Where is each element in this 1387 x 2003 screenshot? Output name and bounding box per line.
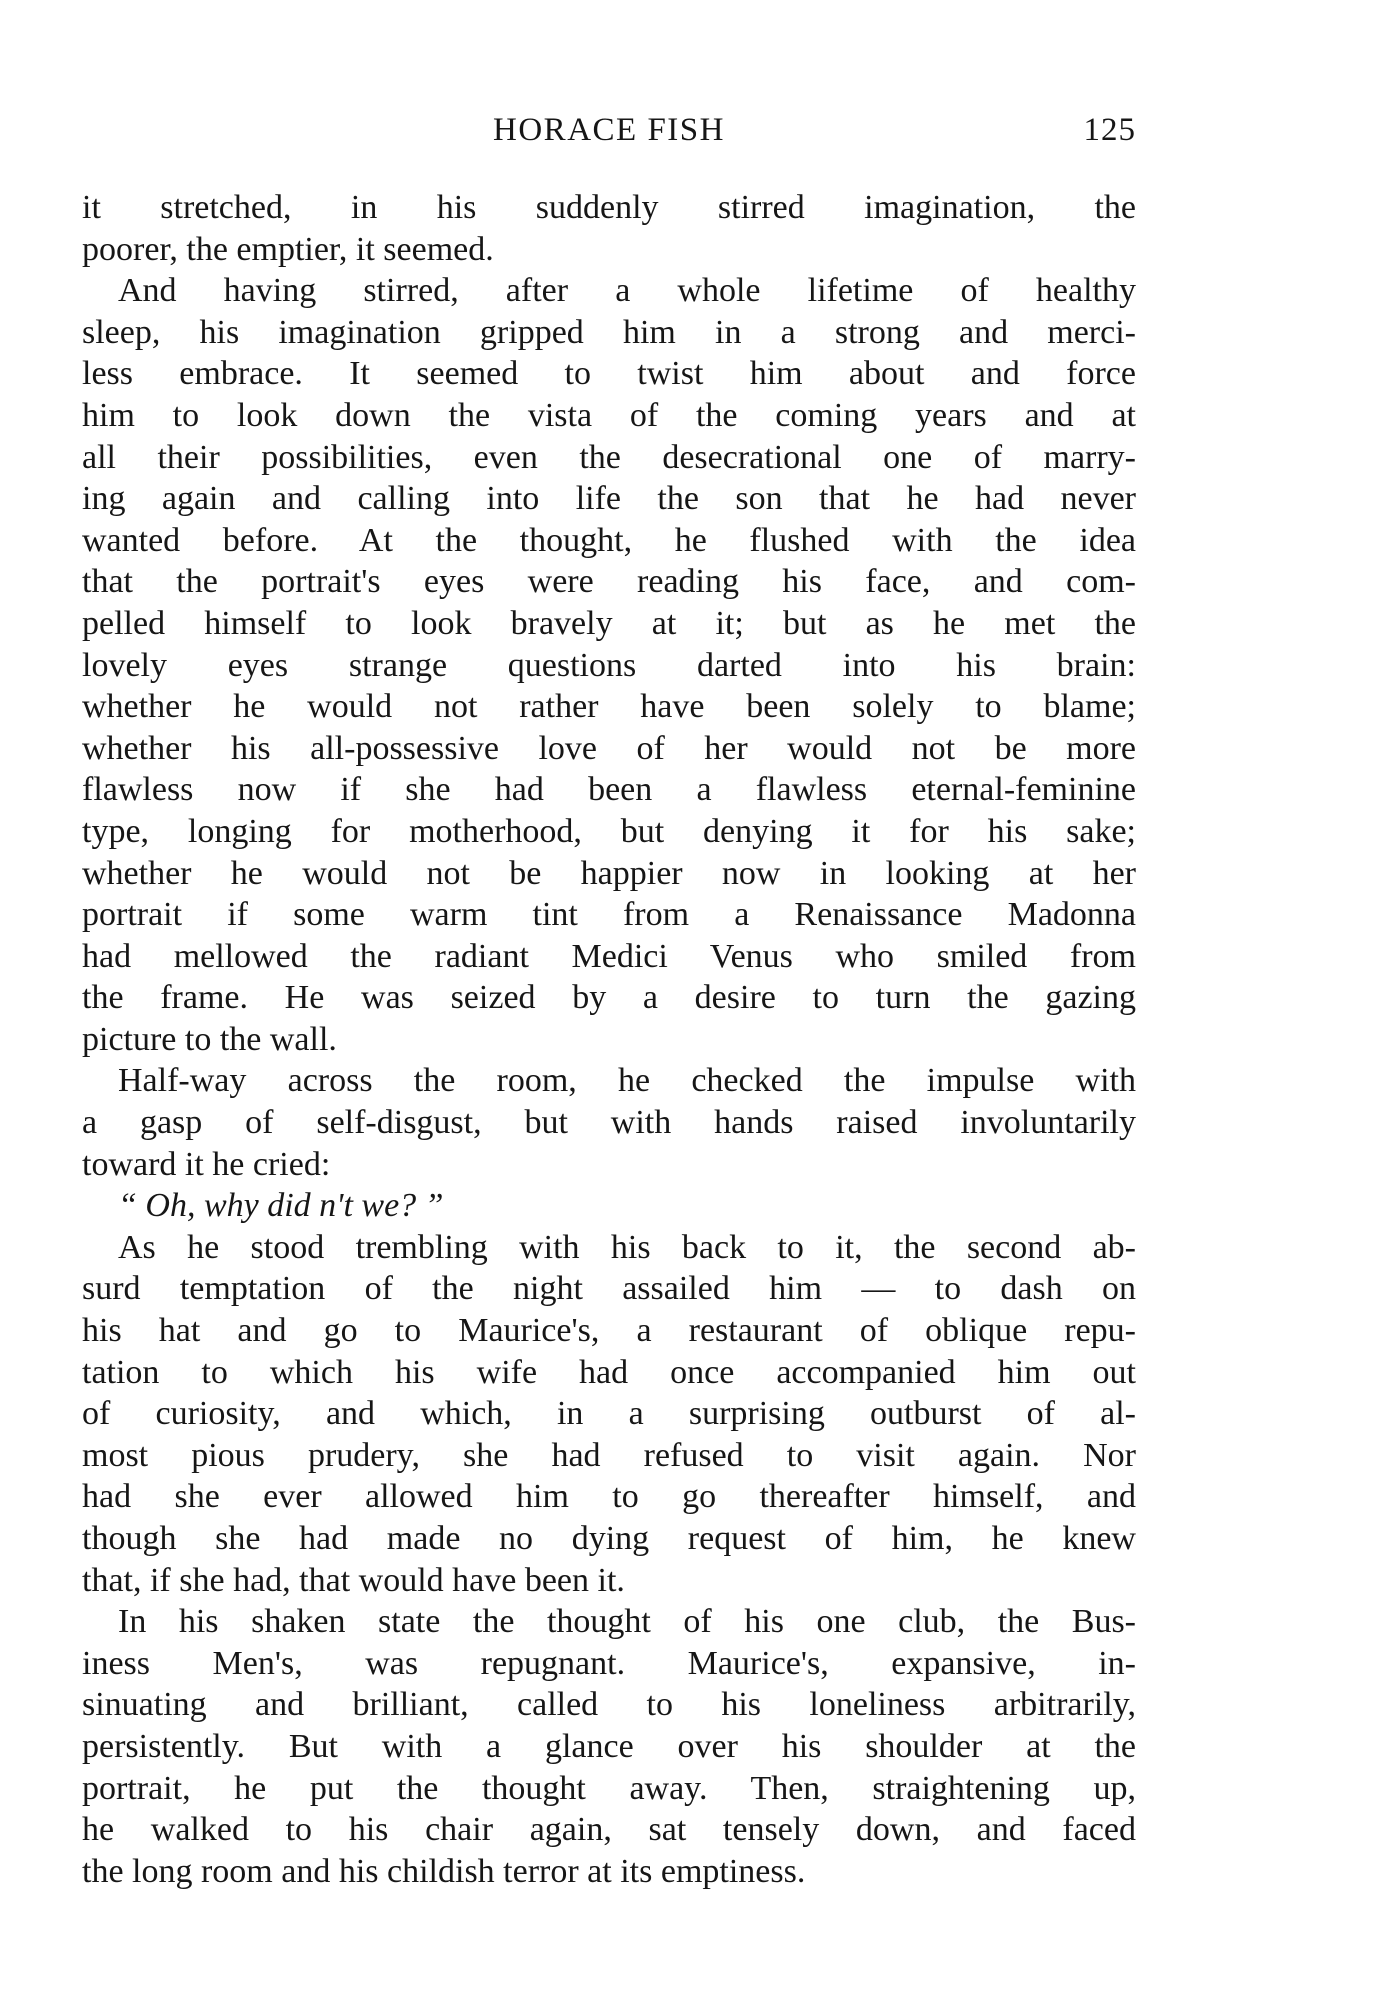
page-header	[82, 108, 1136, 152]
text-line: it stretched, in his suddenly stirred imagination, the	[82, 189, 1136, 226]
text-line: picture to the wall.	[82, 1020, 337, 1058]
text-line: lovely eyes strange questions darted into his brain:	[82, 646, 1136, 684]
text-line: had mellowed the radiant Medici Venus who smiled from	[82, 937, 1136, 975]
text-line: Half-way across the room, he checked the impulse with	[118, 1062, 1136, 1100]
text-line: all their possibilities, even the desecrational one of marry-	[82, 438, 1136, 476]
text-line: his hat and go to Maurice's, a restaurant of oblique repu-	[82, 1312, 1136, 1350]
text-line: As he stood trembling with his back to it, the second ab-	[118, 1228, 1136, 1266]
text-line: he walked to his chair again, sat tensely down, and faced	[82, 1811, 1136, 1849]
text-line: portrait if some warm tint from a Renaissance Madonna	[82, 896, 1136, 934]
text-line: whether he would not be happier now in looking at her	[82, 854, 1136, 892]
text-line: flawless now if she had been a flawless eternal-feminine	[82, 771, 1136, 809]
text-line: iness Men's, was repugnant. Maurice's, expansive, in-	[82, 1644, 1136, 1682]
text-line: had she ever allowed him to go thereafter himself, and	[82, 1478, 1136, 1516]
text-line: of curiosity, and which, in a surprising outburst of al-	[82, 1395, 1136, 1433]
text-line: that, if she had, that would have been it.	[82, 1561, 625, 1599]
text-line: persistently. But with a glance over his shoulder at the	[82, 1727, 1136, 1765]
text-line: poorer, the emptier, it seemed.	[82, 230, 494, 268]
text-line: ing again and calling into life the son that he had never	[82, 480, 1136, 518]
text-line: pelled himself to look bravely at it; but as he met the	[82, 604, 1136, 642]
text-line: In his shaken state the thought of his one club, the Bus-	[118, 1603, 1136, 1641]
dialog-line: “ Oh, why did n't we? ”	[118, 1187, 444, 1225]
text-line: whether his all-possessive love of her would not be more	[82, 729, 1136, 767]
text-line: portrait, he put the thought away. Then, straightening up,	[82, 1769, 1136, 1807]
text-line: less embrace. It seemed to twist him about and force	[82, 355, 1136, 393]
running-head: HORACE FISH	[493, 112, 725, 148]
text-line: wanted before. At the thought, he flushed with the idea	[82, 521, 1136, 559]
text-line: surd temptation of the night assailed him — to dash on	[82, 1270, 1136, 1308]
text-line: that the portrait's eyes were reading his face, and com-	[82, 563, 1136, 601]
text-line: the frame. He was seized by a desire to turn the gazing	[82, 979, 1136, 1017]
text-line: whether he would not rather have been solely to blame;	[82, 688, 1136, 726]
text-line: sinuating and brilliant, called to his loneliness arbitrarily,	[82, 1686, 1136, 1724]
text-line: him to look down the vista of the coming years and at	[82, 396, 1136, 434]
text-line: toward it he cried:	[82, 1145, 331, 1183]
text-line: tation to which his wife had once accompanied him out	[82, 1353, 1136, 1391]
text-line: most pious prudery, she had refused to visit again. Nor	[82, 1436, 1136, 1474]
body-text	[82, 187, 1136, 1892]
text-line: the long room and his childish terror at its emptiness.	[82, 1852, 806, 1890]
text-line: sleep, his imagination gripped him in a strong and merci-	[82, 313, 1136, 351]
text-line: a gasp of self-disgust, but with hands raised involuntarily	[82, 1104, 1136, 1142]
text-line: type, longing for motherhood, but denying it for his sake;	[82, 812, 1136, 850]
text-line: though she had made no dying request of him, he knew	[82, 1520, 1136, 1557]
page-number: 125	[1083, 112, 1136, 148]
text-line: And having stirred, after a whole lifetime of healthy	[118, 272, 1136, 310]
